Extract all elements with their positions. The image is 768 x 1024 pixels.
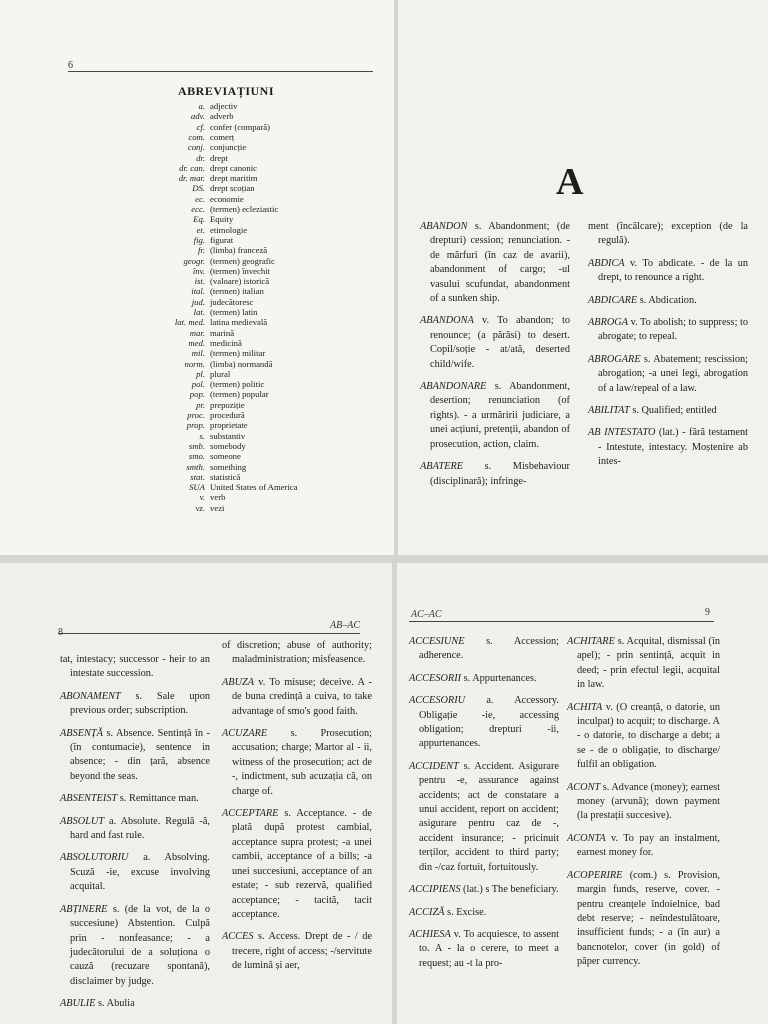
entry-text: v. To misuse; deceive. A - de buna credință a cuiva, to take advantage of smo's good faith. bbox=[232, 676, 372, 717]
column-left bbox=[409, 635, 559, 979]
column-right bbox=[222, 639, 372, 982]
abbreviation-value: procedură bbox=[210, 410, 245, 420]
headword: ACCIZĂ bbox=[409, 906, 445, 918]
entry-text: v. To abandon; to renounce; (a părăsi) to desert. Copil/soție - at/ată, deserted child/wife. bbox=[430, 315, 570, 370]
dictionary-entry bbox=[60, 653, 210, 682]
headword: ABANDON bbox=[420, 221, 468, 232]
abbreviation-value: (termen) ecleziastic bbox=[210, 204, 279, 214]
abbreviation-key: smb. bbox=[188, 440, 205, 451]
headword: ACCEPTARE bbox=[222, 808, 279, 820]
headword: AB INTESTATO bbox=[588, 427, 656, 439]
page-9 bbox=[397, 563, 768, 1024]
dictionary-entry bbox=[409, 635, 559, 664]
dictionary-entry bbox=[588, 404, 748, 418]
abbreviation-value: (termen) învechit bbox=[210, 265, 271, 276]
entry-text: s. Access. Drept de - / de trecere, right of access; -/servitute de lumină și aer, bbox=[232, 931, 372, 972]
dictionary-entry bbox=[409, 760, 559, 875]
abbreviation-value: Equity bbox=[210, 214, 234, 225]
dictionary-entry bbox=[420, 380, 570, 452]
abbreviation-key: jud. bbox=[191, 296, 205, 307]
abbreviation-value: statistică bbox=[210, 471, 241, 482]
header-rule bbox=[68, 71, 373, 72]
abbreviation-value: (valoare) istorică bbox=[210, 276, 270, 287]
abbreviation-value: someone bbox=[210, 451, 241, 462]
dictionary-entry bbox=[60, 903, 210, 989]
abbreviation-key: stat. bbox=[190, 471, 205, 482]
headword: ABATERE bbox=[420, 461, 464, 473]
abbreviation-value: (termen) popular bbox=[210, 389, 269, 400]
entry-text: v. To pay an instalment, earnest money for. bbox=[577, 832, 720, 859]
abbreviation-key: cf. bbox=[196, 121, 205, 132]
entry-text: s. Absence. Sentință în - (în contumacie), sentence in absence; - din țară, absence beyond the seas. bbox=[70, 727, 210, 782]
headword: ABANDONA bbox=[420, 315, 474, 327]
abbreviation-value: (limba) franceză bbox=[210, 245, 268, 256]
abbreviation-value: (termen) politic bbox=[210, 379, 265, 390]
abbreviation-row bbox=[0, 154, 394, 164]
abbreviation-key: ec. bbox=[195, 193, 205, 204]
entry-text: s. Acquital, dismissal (în apel); - prin sentință, acquit in deed; - prin efectul legii, acquital in law. bbox=[577, 636, 720, 691]
abbreviation-key: înv. bbox=[192, 265, 205, 276]
headword: ACCES bbox=[222, 931, 254, 943]
headword: ABSOLUT bbox=[60, 815, 105, 827]
dictionary-entry bbox=[222, 639, 372, 668]
abbreviation-value: figurat bbox=[210, 234, 234, 245]
entry-text: v. (O creanță, o datorie, un inculpat) to acquit; to discharge. A - o datorie, to discharge a debt; a se - de o obligație, to discharge/ fulfil an obligation. bbox=[577, 701, 720, 771]
dictionary-entry bbox=[409, 906, 559, 920]
dictionary-entry bbox=[588, 353, 748, 396]
abbreviation-key: dr. can. bbox=[179, 162, 205, 173]
dictionary-entry bbox=[409, 694, 559, 752]
entry-text: s. Acceptance. - de plată după protest cambial, acceptance supra protest; -a unei cambii, acceptance of a bills; -a unei succesiuni, acceptance of an estate; - sub rezervă, qualified acceptance; - tacită, tacit acceptance. bbox=[232, 808, 372, 920]
entry-text: tat, intestacy; successor - heir to an intestate succession. bbox=[60, 654, 210, 680]
running-head: AB–AC bbox=[330, 620, 360, 631]
entry-text: v. To abolish; to suppress; to abrogate; to repeal. bbox=[598, 317, 749, 343]
dictionary-entry bbox=[60, 727, 210, 785]
abbreviation-key: smth. bbox=[186, 461, 205, 472]
dictionary-entry bbox=[60, 851, 210, 894]
abbreviation-value: prepoziție bbox=[210, 399, 245, 410]
entry-text: v. To abdicate. - de la un drept, to renounce a right. bbox=[598, 257, 748, 284]
dictionary-entry bbox=[567, 832, 720, 861]
headword: ABUZA bbox=[222, 676, 255, 688]
page-letter-a bbox=[398, 0, 768, 555]
headword: ABȚINERE bbox=[60, 903, 108, 915]
abbreviation-key: vz. bbox=[195, 502, 205, 513]
column-left bbox=[420, 220, 570, 497]
abbreviation-row bbox=[0, 318, 394, 328]
entry-text: s. Advance (money); earnest money (arvună); down payment (la prestații succesive). bbox=[577, 781, 721, 822]
abbreviation-key: conj. bbox=[187, 142, 205, 153]
abbreviation-key: ecc. bbox=[191, 204, 205, 214]
abbreviation-value: (limba) normandă bbox=[210, 358, 273, 369]
entry-text: s. Excise. bbox=[444, 906, 487, 918]
entry-text: s. Prosecution; accusation; charge; Martor al - ii, witness of the prosecution; act de -, indictment, sub acuzația că, on charge of. bbox=[232, 728, 372, 797]
entry-text: s. (de la vot, de la o succesiune) Abstention. Culpă prin - nonfeasance; - a judecătorului de a soluționa o cauză (recuzare spontană), disclaimer by judge. bbox=[70, 903, 210, 987]
entry-text: (com.) s. Provision, margin funds, reserve, cover. - pentru creanțele îndoielnice, bad debt reserve; - neîndestulătoare, insufficient funds; - a (în aur) a bancnotelor, cover (in gold) of păper currency. bbox=[577, 869, 720, 968]
abbreviation-value: conjuncție bbox=[210, 142, 247, 153]
abbreviation-row bbox=[0, 143, 394, 153]
abbreviation-value: (termen) latin bbox=[210, 307, 258, 317]
dictionary-entry bbox=[567, 635, 720, 693]
headword: ABSOLUTORIU bbox=[60, 852, 129, 864]
abbreviation-value: drept bbox=[210, 152, 228, 163]
abbreviation-row bbox=[0, 257, 394, 267]
headword: ACCESIUNE bbox=[409, 636, 465, 647]
page-8 bbox=[0, 563, 392, 1024]
headword: ACONTA bbox=[567, 832, 606, 844]
abbreviation-key: DS. bbox=[192, 183, 205, 194]
abbreviation-key: geogr. bbox=[183, 255, 205, 266]
dictionary-entry bbox=[420, 460, 570, 489]
abbreviation-value: latina medievală bbox=[210, 317, 268, 328]
abbreviation-value: (termen) italian bbox=[210, 286, 264, 297]
abbreviation-key: adv. bbox=[190, 111, 205, 122]
dictionary-entry bbox=[222, 807, 372, 922]
abbreviation-key: fig. bbox=[193, 234, 205, 245]
entry-text: s. Abatement; rescission; abrogation; -a unei legi, abrogation of a law/repeal of a law. bbox=[598, 353, 748, 394]
dictionary-entry bbox=[567, 781, 720, 824]
headword: ABDICA bbox=[588, 257, 625, 269]
abbreviation-key: mil. bbox=[191, 348, 205, 359]
abbreviation-row bbox=[0, 483, 394, 493]
abbreviation-row bbox=[0, 215, 394, 225]
headword: ACCIPIENS bbox=[409, 884, 461, 896]
headword: ABSENTEIST bbox=[60, 793, 118, 805]
abbreviation-key: dr. bbox=[196, 152, 205, 163]
abbreviation-key: pop. bbox=[189, 389, 205, 400]
abbreviation-value: medicină bbox=[210, 337, 242, 348]
abbreviation-key: lat. med. bbox=[174, 317, 205, 328]
entry-text: s. Appurtenances. bbox=[461, 672, 537, 684]
entry-text: s. Remittance man. bbox=[117, 793, 199, 805]
entry-text: s. Abandonment; (de drepturi) cession; renunciation. - de mărfuri (în caz de avarii), abandonment of cargo; -ul vasului scufundat, abandonment of a sunken ship. bbox=[430, 221, 570, 305]
abbreviation-value: drept scoțian bbox=[210, 183, 255, 194]
abbreviation-value: adjectiv bbox=[210, 101, 238, 111]
abbreviation-key: med. bbox=[188, 337, 205, 348]
abbreviation-key: SUA bbox=[189, 482, 205, 493]
entry-text: s. Abandonment, desertion; renunciation (of rights). - a urmăririi judiciare, a unei acțiuni, pretenții, abandon of prosecution, action, claim. bbox=[430, 381, 570, 450]
headword: ACCESORIU bbox=[409, 695, 466, 707]
abbreviation-key: fr. bbox=[197, 245, 205, 256]
abbreviation-key: s. bbox=[199, 430, 205, 441]
entry-text: a. Accessory. Obligație -ie, accessing obligation; drepturi -ii, appurtenances. bbox=[419, 695, 559, 750]
entry-text: (lat.) s The beneficiary. bbox=[460, 884, 559, 896]
headword: ABSENȚĂ bbox=[60, 727, 103, 739]
headword: ABILITAT bbox=[588, 405, 630, 417]
column-right bbox=[588, 220, 748, 478]
abbreviation-value: (termen) geografic bbox=[210, 255, 275, 266]
dictionary-entry bbox=[588, 316, 748, 345]
abbreviation-row bbox=[0, 504, 394, 514]
abbreviation-row bbox=[0, 236, 394, 246]
abbreviation-key: ist. bbox=[194, 276, 205, 287]
entry-text: s. Abulia bbox=[95, 998, 135, 1010]
dictionary-entry bbox=[567, 869, 720, 970]
header-rule bbox=[58, 633, 360, 634]
abbreviation-key: pl. bbox=[196, 368, 205, 379]
page-abbreviations bbox=[0, 0, 394, 555]
headword: ACHITARE bbox=[567, 636, 615, 647]
headword: ACCESORII bbox=[409, 672, 462, 684]
abbreviation-key: et. bbox=[196, 224, 205, 235]
abbreviation-value: somebody bbox=[210, 440, 246, 451]
abbreviation-key: lat. bbox=[193, 307, 205, 317]
abbreviation-key: dr. mar. bbox=[178, 173, 205, 184]
dictionary-entry bbox=[420, 314, 570, 372]
entry-text: (lat.) - fără testament - Intestute, intestacy. Moștenire ab intes- bbox=[598, 427, 748, 468]
dictionary-entry bbox=[567, 701, 720, 773]
dictionary-entry bbox=[60, 997, 210, 1011]
dictionary-entry bbox=[588, 257, 748, 286]
abbreviation-key: proc. bbox=[187, 410, 205, 420]
abbreviation-key: ital. bbox=[191, 286, 205, 297]
headword: ACUZARE bbox=[222, 728, 268, 740]
entry-text: of discretion; abuse of authority; maladministration; misfeasence. bbox=[222, 640, 372, 666]
abbreviation-row bbox=[0, 421, 394, 431]
headword: ABDICARE bbox=[588, 294, 638, 306]
abbreviations-title: ABREVIAȚIUNI bbox=[178, 84, 275, 98]
abbreviation-value: drept canonic bbox=[210, 162, 258, 173]
entry-text: v. To acquiesce, to assent to. A - la o cerere, to meet a request; au -t la pro- bbox=[419, 928, 559, 969]
abbreviation-row bbox=[0, 287, 394, 297]
abbreviation-value: substantiv bbox=[210, 430, 246, 441]
headword: ACHIESA bbox=[409, 928, 451, 940]
entry-text: s. Sale upon previous order; subscription. bbox=[70, 690, 210, 717]
column-left bbox=[60, 653, 210, 1020]
entry-text: a. Absolute. Regulă -ă, hard and fast rule. bbox=[70, 815, 210, 842]
running-head: AC–AC bbox=[411, 609, 442, 620]
page-number: 9 bbox=[705, 607, 710, 618]
abbreviation-key: pr. bbox=[196, 399, 205, 410]
abbreviation-row bbox=[0, 184, 394, 194]
dictionary-entry bbox=[409, 672, 559, 686]
headword: ACONT bbox=[567, 781, 601, 793]
abbreviation-key: mar. bbox=[189, 327, 205, 338]
dictionary-entry bbox=[60, 815, 210, 844]
headword: ACHITA bbox=[567, 701, 603, 713]
abbreviation-row bbox=[0, 246, 394, 256]
dictionary-entry bbox=[409, 883, 559, 897]
headword: ABANDONARE bbox=[420, 381, 487, 393]
abbreviation-key: smo. bbox=[188, 451, 205, 462]
abbreviation-key: pol. bbox=[191, 379, 205, 390]
headword: ACCIDENT bbox=[409, 760, 459, 772]
headword: ABULIE bbox=[60, 998, 96, 1010]
abbreviation-value: drept maritim bbox=[210, 173, 258, 184]
abbreviation-row bbox=[0, 349, 394, 359]
dictionary-entry bbox=[420, 220, 570, 306]
headword: ABROGA bbox=[588, 317, 629, 329]
abbreviation-row bbox=[0, 493, 394, 503]
abbreviation-value: plural bbox=[210, 368, 231, 379]
abbreviation-value: verb bbox=[210, 492, 226, 503]
dictionary-entry bbox=[222, 676, 372, 719]
abbreviation-key: a. bbox=[198, 101, 205, 111]
headword: ABROGARE bbox=[588, 353, 641, 365]
entry-text: s. Qualified; entitled bbox=[629, 405, 717, 417]
abbreviation-key: com. bbox=[188, 131, 205, 142]
dictionary-entry bbox=[409, 928, 559, 971]
dictionary-entry bbox=[588, 220, 748, 249]
abbreviation-value: marină bbox=[210, 327, 235, 338]
column-right bbox=[567, 635, 720, 978]
abbreviation-value: proprietate bbox=[210, 420, 248, 431]
dictionary-entry bbox=[60, 792, 210, 806]
page-number: 6 bbox=[68, 60, 73, 71]
abbreviation-key: prop. bbox=[186, 420, 205, 431]
abbreviation-row bbox=[0, 112, 394, 122]
header-rule bbox=[409, 621, 714, 622]
abbreviation-value: adverb bbox=[210, 111, 234, 122]
abbreviation-value: confer (compară) bbox=[210, 121, 271, 132]
dictionary-entry bbox=[588, 294, 748, 308]
abbreviation-value: something bbox=[210, 461, 247, 472]
abbreviation-value: (termen) militar bbox=[210, 348, 266, 359]
entry-text: s. Accident. Asigurare pentru -e, assurance against accidents; act de constatare a unui accident, report on accident; asigurare pentru caz de -, accident insurance; - pricinuit terților, accident to third party; din -/caz fortuit, fortuitously. bbox=[419, 760, 559, 873]
abbreviation-key: norm. bbox=[184, 358, 205, 369]
entry-text: ment (încălcare); exception (de la regulă). bbox=[588, 221, 748, 247]
headword: ABONAMENT bbox=[60, 690, 121, 702]
entry-text: s. Abdication. bbox=[637, 294, 697, 306]
section-letter: A bbox=[556, 161, 584, 203]
abbreviation-value: judecătoresc bbox=[210, 296, 254, 307]
abbreviation-row bbox=[0, 463, 394, 473]
dictionary-entry bbox=[588, 426, 748, 469]
abbreviation-key: Eq. bbox=[193, 214, 205, 225]
entry-text: s. Misbehaviour (disciplinară); infringe- bbox=[430, 461, 570, 487]
abbreviation-row bbox=[0, 360, 394, 370]
abbreviation-value: economie bbox=[210, 193, 244, 204]
abbreviation-value: vezi bbox=[210, 502, 225, 513]
dictionary-entry bbox=[222, 727, 372, 799]
entry-text: a. Absolving. Scuză -ie, excuse involving acquital. bbox=[70, 852, 210, 893]
entry-text: s. Accession; adherence. bbox=[419, 636, 559, 662]
abbreviation-row bbox=[0, 390, 394, 400]
abbreviation-row bbox=[0, 452, 394, 462]
dictionary-entry bbox=[222, 930, 372, 973]
abbreviation-value: United States of America bbox=[210, 482, 298, 493]
abbreviation-value: comerț bbox=[210, 131, 235, 142]
headword: ACOPERIRE bbox=[567, 869, 623, 881]
abbreviation-value: etimologie bbox=[210, 224, 248, 235]
dictionary-entry bbox=[60, 690, 210, 719]
abbreviation-key: v. bbox=[199, 492, 205, 503]
